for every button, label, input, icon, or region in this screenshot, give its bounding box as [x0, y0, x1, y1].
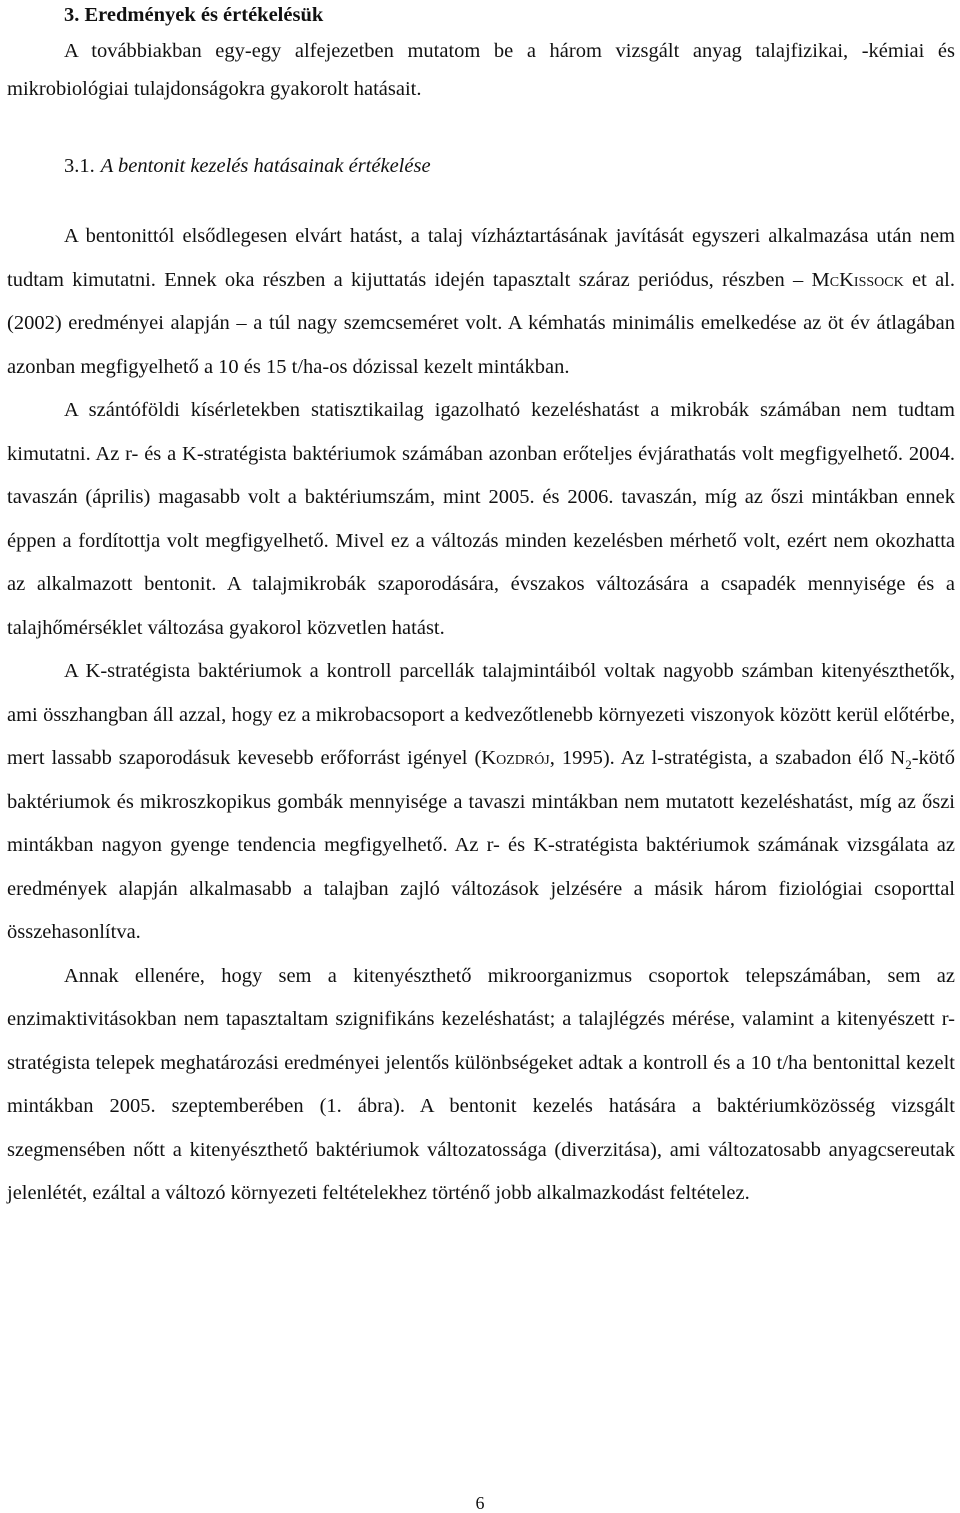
- citation-author-kozdroj: Kozdrój: [481, 747, 550, 769]
- paragraph-3: [7, 650, 955, 955]
- chapter-title: 3. Eredmények és értékelésük: [64, 4, 324, 26]
- paragraph-4: Annak ellenére, hogy sem a kitenyészthető mikroorganizmus csoportok telepszámában, sem az enzimaktivitásokban nem tapasztaltam szignifikáns kezeléshatást; a talajlégzés mérése, valamint a kitenyészett r-stratégista telepek meghatározási eredményei jelentős különbségeket adtak a kontroll és a 10 t/ha bentonittal kezelt mintákban 2005. szeptemberében (1. ábra). A bentonit kezelés hatására a baktériumközösség vizsgált szegmensében nőtt a kitenyészthető baktériumok változatossága (diverzitása), ami változatosabb anyagcsereutak jelenlétét, ezáltal a változó környezeti feltételekhez történő jobb alkalmazkodást feltételez.: [7, 964, 955, 1204]
- page-number: 6: [475, 1493, 485, 1513]
- section-number: 3.1.: [64, 155, 95, 177]
- paragraph-3-lead: A K-stratégista baktériumok a kontroll parcellák talajmintáiból voltak nagyobb számban kitenyészthetők, ami összhangban áll azzal, hogy ez a mikrobacsoport a kedvezőtlenebb környezeti viszonyok között kerül előtérbe, mert lassabb szaporodásuk kevesebb erőforrást igényel (: [7, 660, 955, 769]
- paragraph-1-lead: A bentonittól elsődlegesen elvárt hatást, a talaj vízháztartásának javítását egyszeri alkalmazása után nem tudtam kimutatni. Ennek oka részben a kijuttatás idején tapasztalt száraz periódus, részben –: [7, 225, 955, 291]
- paragraph-1: [7, 215, 955, 389]
- section-body: [7, 215, 955, 1216]
- citation-author-mckissock: McKissock: [811, 268, 904, 291]
- paragraph-3-mid: , 1995). Az l-stratégista, a szabadon élő N: [549, 747, 906, 769]
- section-heading: [64, 152, 431, 180]
- subscript-2: 2: [905, 757, 912, 773]
- paragraph-1-rest: et al. (2002) eredményei alapján – a túl nagy szemcseméret volt. A kémhatás minimális emelkedése az öt év átlagában azonban megfigyelhető a 10 és 15 t/ha-os dózissal kezelt mintákban.: [7, 268, 956, 378]
- section-title: A bentonit kezelés hatásainak értékelése: [100, 155, 431, 177]
- paragraph-3-rest: -kötő baktériumok és mikroszkopikus gombák mennyisége a tavaszi mintákban nem mutatott kezeléshatást, míg az őszi mintákban nagyon gyenge tendencia megfigyelhető. Az r- és K-stratégista baktériumok számának vizsgálata az eredmények alapján alkalmasabb a talajban zajló változások jelzésére a másik három fiziológiai csoporttal összehasonlítva.: [7, 747, 955, 943]
- chapter-intro: A továbbiakban egy-egy alfejezetben mutatom be a három vizsgált anyag talajfizikai, -kémiai és mikrobiológiai tulajdonságokra gyakorolt hatásait.: [7, 40, 955, 100]
- paragraph-2: A szántóföldi kísérletekben statisztikailag igazolható kezeléshatást a mikrobák számában nem tudtam kimutatni. Az r- és a K-stratégista baktériumok számában azonban erőteljes évjárathatás volt megfigyelhető. 2004. tavaszán (április) magasabb volt a baktériumszám, mint 2005. és 2006. tavaszán, míg az őszi mintákban ennek éppen a fordítottja volt megfigyelhető. Mivel ez a változás minden kezelésben mérhető volt, ezért nem okozhatta az alkalmazott bentonit. A talajmikrobák szaporodására, évszakos változására a csapadék mennyisége és a talajhőmérséklet változása gyakorol közvetlen hatást.: [7, 399, 955, 639]
